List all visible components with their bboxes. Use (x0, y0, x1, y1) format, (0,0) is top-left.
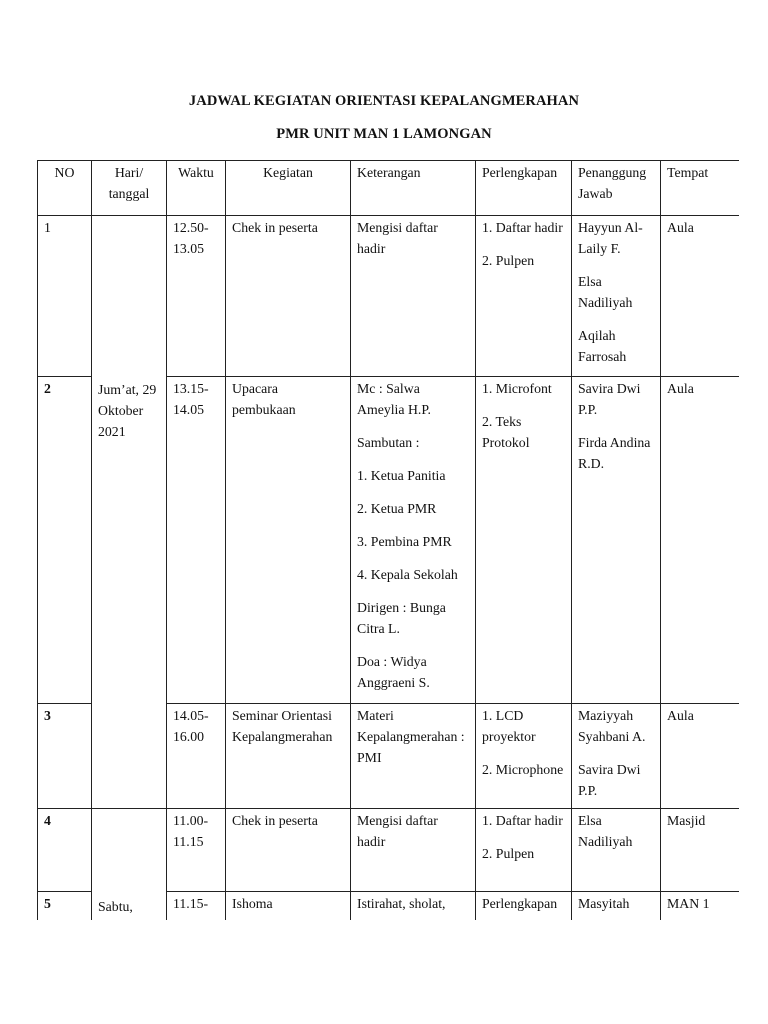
cell-line: 1. Daftar hadir (482, 813, 563, 828)
cell-keterangan (351, 704, 476, 809)
cell-kegiatan: Chek in peserta (226, 216, 351, 377)
table-row (38, 216, 740, 377)
cell-waktu: 12.50-13.05 (167, 216, 226, 377)
schedule-table (37, 160, 739, 920)
cell-keterangan (351, 809, 476, 892)
cell-line: 2. Ketua PMR (357, 501, 437, 516)
cell-no: 4 (38, 809, 92, 892)
cell-tempat: Aula (661, 704, 740, 809)
header-no: NO (38, 161, 92, 216)
table-header-row (38, 161, 740, 216)
cell-line: Firda Andina R.D. (578, 435, 651, 471)
header-waktu: Waktu (167, 161, 226, 216)
cell-line: Masyitah (578, 896, 630, 911)
cell-line: Maziyyah Syahbani A. (578, 708, 646, 744)
cell-waktu: 13.15-14.05 (167, 377, 226, 704)
cell-line: 2. Microphone (482, 762, 564, 777)
cell-tempat: MAN 1 (661, 892, 740, 921)
cell-waktu: 11.00-11.15 (167, 809, 226, 892)
cell-line: Savira Dwi P.P. (578, 762, 641, 798)
cell-tempat: Masjid (661, 809, 740, 892)
cell-day-friday: Jum’at, 29 Oktober 2021 (92, 216, 167, 809)
cell-waktu: 11.15- (167, 892, 226, 921)
header-penanggung-jawab: Penanggung Jawab (572, 161, 661, 216)
table-row (38, 809, 740, 892)
cell-perlengkapan (476, 809, 572, 892)
cell-line: Mengisi daftar hadir (357, 220, 438, 256)
cell-line: 1. Daftar hadir (482, 220, 563, 235)
cell-kegiatan: Chek in peserta (226, 809, 351, 892)
cell-day-saturday (92, 809, 167, 921)
cell-tempat: Aula (661, 216, 740, 377)
cell-no: 5 (38, 892, 92, 921)
cell-line: 2. Pulpen (482, 253, 535, 268)
cell-penanggung-jawab (572, 377, 661, 704)
cell-kegiatan: Seminar Orientasi Kepalangmerahan (226, 704, 351, 809)
cell-line: Sambutan : (357, 435, 420, 450)
cell-penanggung-jawab (572, 809, 661, 892)
cell-line: 1. Microfont (482, 381, 552, 396)
header-tempat: Tempat (661, 161, 740, 216)
cell-line: Dirigen : Bunga Citra L. (357, 600, 446, 636)
cell-line: 1. Ketua Panitia (357, 468, 446, 483)
cell-line: 3. Pembina PMR (357, 534, 452, 549)
cell-waktu: 14.05-16.00 (167, 704, 226, 809)
cell-perlengkapan (476, 216, 572, 377)
cell-penanggung-jawab (572, 892, 661, 921)
header-perlengkapan: Perlengkapan (476, 161, 572, 216)
day-label: Sabtu, (98, 899, 133, 914)
cell-perlengkapan (476, 704, 572, 809)
header-keterangan: Keterangan (351, 161, 476, 216)
cell-line: Aqilah Farrosah (578, 328, 627, 364)
cell-line: Hayyun Al-Laily F. (578, 220, 643, 256)
cell-penanggung-jawab (572, 704, 661, 809)
cell-line: Mc : Salwa Ameylia H.P. (357, 381, 431, 417)
cell-keterangan (351, 892, 476, 921)
cell-line: Savira Dwi P.P. (578, 381, 641, 417)
cell-line: 4. Kepala Sekolah (357, 567, 458, 582)
header-hari: Hari/ tanggal (92, 161, 167, 216)
schedule-table-wrap (37, 160, 739, 920)
cell-line: 1. LCD proyektor (482, 708, 536, 744)
cell-line: Elsa Nadiliyah (578, 813, 633, 849)
header-kegiatan: Kegiatan (226, 161, 351, 216)
cell-line: Doa : Widya Anggraeni S. (357, 654, 430, 690)
cell-no: 1 (38, 216, 92, 377)
cell-kegiatan: Upacara pembukaan (226, 377, 351, 704)
cell-line: Elsa Nadiliyah (578, 274, 633, 310)
cell-penanggung-jawab (572, 216, 661, 377)
cell-keterangan (351, 216, 476, 377)
cell-line: Materi Kepalangmerahan : PMI (357, 708, 465, 765)
cell-line: 2. Teks Protokol (482, 414, 530, 450)
cell-tempat: Aula (661, 377, 740, 704)
cell-no: 2 (38, 377, 92, 704)
cell-line: Istirahat, sholat, (357, 896, 446, 911)
document-title: JADWAL KEGIATAN ORIENTASI KEPALANGMERAHAN (188, 93, 580, 109)
cell-line: Perlengkapan (482, 896, 558, 911)
document-subtitle: PMR UNIT MAN 1 LAMONGAN (276, 126, 492, 142)
cell-kegiatan: Ishoma (226, 892, 351, 921)
cell-line: Mengisi daftar hadir (357, 813, 438, 849)
cell-line: 2. Pulpen (482, 846, 535, 861)
cell-no: 3 (38, 704, 92, 809)
cell-perlengkapan (476, 892, 572, 921)
cell-perlengkapan (476, 377, 572, 704)
cell-keterangan (351, 377, 476, 704)
